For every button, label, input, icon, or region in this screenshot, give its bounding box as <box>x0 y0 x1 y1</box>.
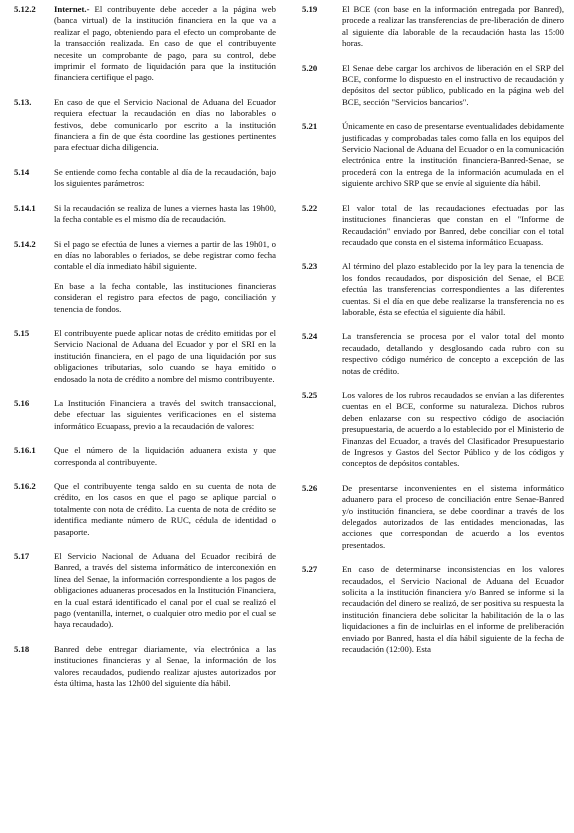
section-body <box>54 398 276 432</box>
left-column <box>14 4 276 703</box>
section-paragraph <box>54 203 276 226</box>
paragraph-text: El Senae debe cargar los archivos de liberación en el SRP del BCE, conforme lo dispuesto en el instructivo de recaudación y depósitos del sector público, publicado en la página web del BCE, sección "Servicios bancarios". <box>342 62 564 107</box>
paragraph-text: Los valores de los rubros recaudados se envían a las diferentes cuentas en el BCE, conforme su naturaleza. Dichos rubros deben enlazarse con su respectivo código de asociación presupuestaria, de acuerdo a lo establecido por el Ministerio de Finanzas del Ecuador, a través del Clasificador Presupuestario de Ingresos y Gastos del Sector Público y de los códigos y conceptos de depósitos contables. <box>342 389 564 469</box>
section-paragraph <box>342 331 564 377</box>
section-number: 5.19 <box>302 4 318 14</box>
section-body <box>342 483 564 551</box>
section-item <box>14 167 276 190</box>
section-item <box>302 483 564 551</box>
section-paragraph <box>54 551 276 631</box>
section-paragraph <box>342 483 564 551</box>
paragraph-text: Únicamente en caso de presentarse eventualidades debidamente justificadas y comprobadas tales como falla en los equipos del Servicio Nacional de Aduana del Ecuador o en la comunicación electrónica entre la institución financiera-Banred-Senae, se procederá con la entrega de la información acumulada en el siguiente archivo SRP que se envíe al siguiente día hábil. <box>342 121 564 189</box>
section-number: 5.14.2 <box>14 238 36 249</box>
section-body <box>342 390 564 470</box>
section-paragraph <box>54 398 276 432</box>
section-number: 5.20 <box>302 62 318 73</box>
paragraph-text: En base a la fecha contable, las instituciones financieras consideran el registro para efectos de pago, conciliación y tenencia de fondos. <box>54 280 276 314</box>
section-number: 5.16.1 <box>14 445 36 456</box>
paragraph-text: Si el pago se efectúa de lunes a viernes a partir de las 19h01, o en días no laborables o feriados, se debe registrar como fecha contable el día inmediato hábil siguiente. <box>54 238 276 272</box>
section-body <box>342 121 564 189</box>
section-number: 5.16 <box>14 397 30 408</box>
section-body <box>342 564 564 655</box>
section-number: 5.22 <box>302 202 318 213</box>
paragraph-text: La transferencia se procesa por el valor total del monto recaudado, detallando y desglosando cada rubro con su respectivo código numérico de concepto a excepción de las notas de crédito. <box>342 331 564 376</box>
section-paragraph <box>54 97 276 154</box>
section-body <box>54 551 276 631</box>
section-paragraph <box>54 4 276 84</box>
section-paragraph <box>342 203 564 249</box>
section-body <box>342 203 564 249</box>
section-body <box>342 331 564 377</box>
section-item <box>14 551 276 631</box>
section-item <box>14 445 276 468</box>
section-body <box>54 97 276 154</box>
section-number: 5.25 <box>302 389 318 400</box>
right-column <box>302 4 564 669</box>
section-paragraph <box>54 328 276 385</box>
section-item <box>14 97 276 154</box>
section-item <box>302 63 564 109</box>
paragraph-text: Banred debe entregar diariamente, vía electrónica a las instituciones financieras y al Senae, la información de los valores recaudados, pudiendo realizar ajustes autorizados por ésta última, hasta las 12h00 del siguiente día hábil. <box>54 643 276 689</box>
section-number: 5.16.2 <box>14 481 36 491</box>
paragraph-text: El contribuyente puede aplicar notas de crédito emitidas por el Servicio Nacional de Aduana del Ecuador y por el SRI en la institución financiera, en el pago de una liquidación por sus obligaciones tributarias, solo cuando se haya emitido o endosado la nota de crédito a nombre del mismo contribuyente. <box>54 327 276 384</box>
section-number: 5.17 <box>14 551 30 562</box>
section-paragraph <box>342 390 564 470</box>
paragraph-text: Si la recaudación se realiza de lunes a viernes hasta las 19h00, la fecha contable es el mismo día de recaudación. <box>54 202 276 225</box>
paragraph-text: En caso de que el Servicio Nacional de Aduana del Ecuador requiera efectuar la recaudación en días no laborables o festivos, debe comunicarlo por escrito a la institución financiera a fin de que ésta coordine las gestiones pertinentes para efectuar dicha diligencia. <box>54 96 276 153</box>
section-number: 5.24 <box>302 331 318 342</box>
section-item <box>14 481 276 538</box>
section-paragraph <box>54 481 276 538</box>
section-body <box>342 63 564 109</box>
section-number: 5.23 <box>302 261 318 272</box>
paragraph-text: El Servicio Nacional de Aduana del Ecuador recibirá de Banred, a través del sistema informático de interconexión en línea del Senae, la información correspondiente a los pagos de obligaciones aduaneras procesados en la Institución Financiera, en la cual estará identificado el canal por el cual se realizó el pago (ventanilla, internet, o cualquier otro medio por el cual se haya recaudado). <box>54 551 276 630</box>
paragraph-text: Al término del plazo establecido por la ley para la tenencia de los fondos recaudados, por disposición del Senae, el BCE efectúa las transferencias correspondientes a las diferentes cuentas. Si el día en que debe realizarse la transferencia no es laborable, ésta se efectúa el siguiente día hábil. <box>342 261 564 317</box>
section-item <box>302 331 564 377</box>
section-paragraph <box>342 4 564 50</box>
section-item <box>14 239 276 315</box>
section-paragraph <box>54 239 276 273</box>
section-item <box>302 4 564 50</box>
section-body <box>54 481 276 538</box>
paragraph-text: En caso de determinarse inconsistencias en los valores recaudados, el Servicio Nacional de Aduana del Ecuador solicita a la institución financiera y/o Banred se informe si la recaudación del dinero se realizó, de ser positiva su respuesta la institución financiera debe solicitar la habilitación de la o las liquidaciones a fin de incluirlas en el informe de preliberación enviado por Banred, hasta el día hábil siguiente de la fecha de recaudación (12:00). Esta <box>342 564 564 655</box>
paragraph-text: Se entiende como fecha contable al día de la recaudación, bajo los siguientes parámetros: <box>54 166 276 189</box>
section-item <box>302 203 564 249</box>
section-number: 5.14 <box>14 166 30 177</box>
section-number: 5.21 <box>302 121 318 132</box>
section-paragraph <box>54 644 276 690</box>
paragraph-text: Que el número de la liquidación aduanera exista y que corresponda al contribuyente. <box>54 445 276 467</box>
section-body <box>342 4 564 50</box>
section-body <box>342 261 564 318</box>
paragraph-text: De presentarse inconvenientes en el sistema informático aduanero para el proceso de conciliación entre Senae-Banred y/o institución financiera, se debe coordinar a través de los delegados autorizados de las entidades mencionadas, las acciones que correspondan de acuerdo a los eventos presentados. <box>342 482 564 550</box>
section-paragraph <box>54 167 276 190</box>
section-body <box>54 328 276 385</box>
section-paragraph <box>342 261 564 318</box>
section-item <box>302 261 564 318</box>
section-paragraph <box>342 63 564 109</box>
section-number: 5.14.1 <box>14 202 36 213</box>
section-number: 5.18 <box>14 643 30 654</box>
section-item <box>14 398 276 432</box>
section-body <box>54 4 276 84</box>
section-number: 5.26 <box>302 482 318 493</box>
section-paragraph <box>342 564 564 655</box>
paragraph-text: El valor total de las recaudaciones efectuadas por las instituciones financieras que constan en el "Informe de Recaudación" enviado por Banred, debe conciliar con el total recaudado que consta en el sistema informático Ecuapass. <box>342 202 564 247</box>
section-paragraph <box>342 121 564 189</box>
section-number: 5.15 <box>14 327 30 338</box>
paragraph-text: Que el contribuyente tenga saldo en su cuenta de nota de crédito, en los casos en que el pago se aplique parcial o totalmente con nota de crédito. La cuenta de nota de crédito se identifica mediante número de RUC, cédula de identidad o pasaporte. <box>54 481 276 537</box>
section-number: 5.13. <box>14 96 32 107</box>
section-body <box>54 203 276 226</box>
section-body <box>54 644 276 690</box>
section-item <box>302 564 564 655</box>
section-item <box>302 390 564 470</box>
section-item <box>302 121 564 189</box>
section-item <box>14 203 276 226</box>
paragraph-text: La Institución Financiera a través del switch transaccional, debe efectuar las siguientes verificaciones en el sistema informático Ecuapass, previo a la recaudación de valores: <box>54 397 276 431</box>
section-item <box>14 644 276 690</box>
section-number: 5.27 <box>302 564 318 575</box>
paragraph-text: El BCE (con base en la información entregada por Banred), procede a realizar las transferencias de pre-liberación de dinero al siguiente día laborable de la recaudación hasta las 15:00 horas. <box>342 4 564 49</box>
section-paragraph <box>54 445 276 468</box>
section-body <box>54 167 276 190</box>
section-number: 5.12.2 <box>14 4 36 14</box>
section-item <box>14 4 276 84</box>
paragraph-text: El contribuyente debe acceder a la página web (banca virtual) de la institución financiera en la que va a realizar el pago, obteniendo para el efecto un comprobante de la transacción realizada. En caso de que el contribuyente necesite un comprobante de pago, para su control, debe imprimir el formato de liquidación para que la institución financiera certifique el pago. <box>54 4 276 83</box>
section-item <box>14 328 276 385</box>
section-lead: Internet.- <box>54 4 90 14</box>
section-paragraph <box>54 281 276 315</box>
section-body <box>54 239 276 315</box>
section-body <box>54 445 276 468</box>
